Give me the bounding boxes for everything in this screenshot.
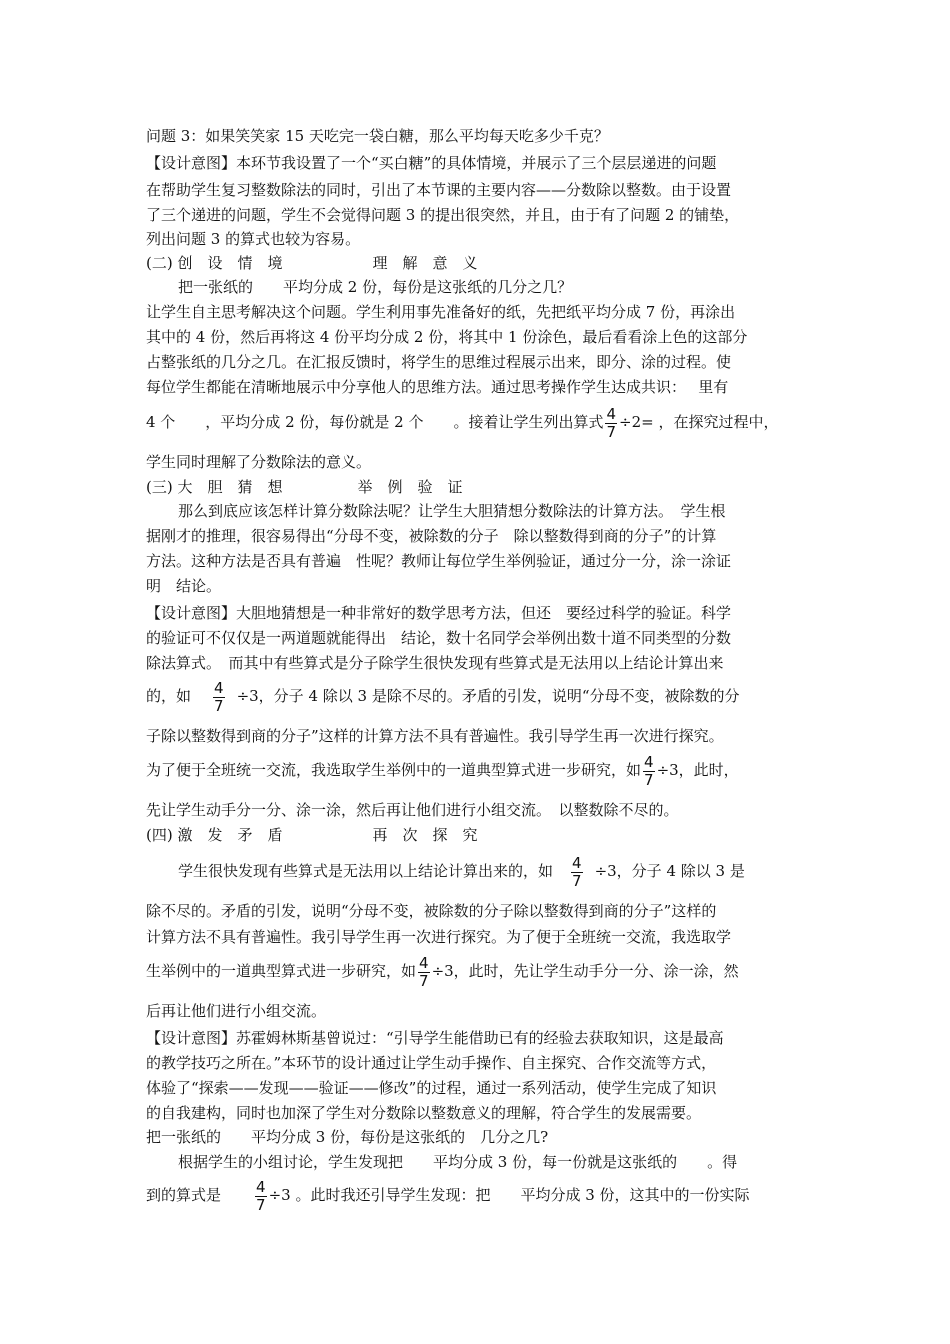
text-segment: ÷3 。此时我还引导学生发现：把 平均分成 3 份，这其中的一份实际: [268, 1186, 750, 1204]
text-line: 把一张纸的 平均分成 2 份，每份是这张纸的几分之几？: [178, 278, 573, 296]
text-line: 问题 3：如果笑笑家 15 天吃完一袋白糖，那么平均每天吃多少千克？: [146, 127, 609, 145]
text-line-with-fraction: [146, 677, 740, 715]
fraction: [605, 406, 617, 441]
fraction-denominator: 7: [606, 422, 617, 441]
fraction: [571, 855, 583, 890]
text-line: 占整张纸的几分之几。在汇报反馈时，将学生的思维过程展示出来，即分、涂的过程。使: [146, 353, 732, 371]
text-segment: 到的算式是: [146, 1186, 222, 1204]
fraction-denominator: 7: [572, 871, 582, 890]
section-heading: (三) 大 胆 猜 想 举 例 验 证: [146, 478, 463, 496]
text-line: 的自我建构，同时也加深了学生对分数除以整数意义的理解，符合学生的发展需要。: [146, 1104, 702, 1122]
text-segment: 的，如: [146, 687, 192, 705]
text-line: 那么到底应该怎样计算分数除法呢？让学生大胆猜想分数除法的计算方法。 学生根: [178, 502, 726, 520]
text-line: 的教学技巧之所在。”本环节的设计通过让学生动手操作、自主探究、合作交流等方式，: [146, 1054, 717, 1072]
text-line: 据刚才的推理，很容易得出“分母不变，被除数的分子 除以整数得到商的分子”的计算: [146, 527, 717, 545]
text-line: 明 结论。: [146, 577, 222, 595]
text-segment: 学生很快发现有些算式是无法用以上结论计算出来的，如: [178, 862, 554, 880]
text-segment: ÷3，此时，先让学生动手分一分、涂一涂，然: [431, 962, 739, 980]
text-line: 子除以整数得到商的分子”这样的计算方法不具有普遍性。我引导学生再一次进行探究。: [146, 727, 724, 745]
fraction-denominator: 7: [256, 1195, 266, 1214]
text-line: 让学生自主思考解决这个问题。学生利用事先准备好的纸，先把纸平均分成 7 份，再涂出: [146, 303, 736, 321]
text-line: 其中的 4 份，然后再将这 4 份平均分成 2 份，将其中 1 份涂色，最后看看涂上色的这部分: [146, 328, 748, 346]
text-line: 除法算式。 而其中有些算式是分子除学生很快发现有些算式是无法用以上结论计算出来: [146, 654, 724, 672]
section-heading: (二) 创 设 情 境 理 解 意 义: [146, 254, 478, 272]
text-line-with-fraction: [146, 403, 778, 441]
text-line: 【设计意图】本环节我设置了一个“买白糖”的具体情境，并展示了三个层层递进的问题: [146, 154, 717, 172]
text-line: 体验了“探索——发现——验证——修改”的过程，通过一系列活动，使学生完成了知识: [146, 1079, 717, 1097]
fraction: [213, 680, 225, 715]
fraction-numerator: 4: [256, 1177, 266, 1196]
text-segment: ÷2= ，在探究过程中，: [619, 413, 779, 431]
fraction-numerator: 4: [606, 404, 617, 423]
fraction-numerator: 4: [572, 853, 582, 872]
text-segment: 为了便于全班统一交流，我选取学生举例中的一道典型算式进一步研究，如: [146, 761, 642, 779]
text-line: 的验证可不仅仅是一两道题就能得出 结论，数十名同学会举例出数十道不同类型的分数: [146, 629, 732, 647]
fraction: [255, 1179, 267, 1214]
section-heading: (四) 激 发 矛 盾 再 次 探 究: [146, 826, 478, 844]
text-segment: 4 个 ，平均分成 2 份，每份就是 2 个 。接着让学生列出算式: [146, 413, 604, 431]
fraction-denominator: 7: [419, 971, 429, 990]
fraction: [643, 754, 655, 789]
text-segment: ÷3，分子 4 除以 3 是除不尽的。矛盾的引发，说明“分母不变，被除数的分: [236, 687, 740, 705]
text-line: 列出问题 3 的算式也较为容易。: [146, 230, 361, 248]
text-line: 学生同时理解了分数除法的意义。: [146, 453, 372, 471]
text-line: 【设计意图】苏霍姆林斯基曾说过：“引导学生能借助已有的经验去获取知识，这是最高: [146, 1029, 724, 1047]
text-line: 方法。这种方法是否具有普遍 性呢？教师让每位学生举例验证，通过分一分，涂一涂证: [146, 552, 732, 570]
text-line-with-fraction: [146, 952, 739, 990]
text-line-with-fraction: [146, 751, 739, 789]
text-line-with-fraction: [178, 852, 745, 890]
text-line: 【设计意图】大胆地猜想是一种非常好的数学思考方法，但还 要经过科学的验证。科学: [146, 604, 732, 622]
text-line: 后再让他们进行小组交流。: [146, 1002, 327, 1020]
fraction-denominator: 7: [644, 770, 654, 789]
text-segment: ÷3，分子 4 除以 3 是: [594, 862, 745, 880]
text-line-with-fraction: [146, 1176, 750, 1214]
fraction: [418, 955, 430, 990]
fraction-denominator: 7: [214, 696, 224, 715]
text-line: 根据学生的小组讨论，学生发现把 平均分成 3 份，每一份就是这张纸的 。得: [178, 1153, 738, 1171]
text-segment: 生举例中的一道典型算式进一步研究，如: [146, 962, 417, 980]
text-line: 把一张纸的 平均分成 3 份，每份是这张纸的 几分之几?: [146, 1128, 549, 1146]
text-line: 先让学生动手分一分、涂一涂，然后再让他们进行小组交流。 以整数除不尽的。: [146, 801, 679, 819]
fraction-numerator: 4: [644, 752, 654, 771]
text-segment: ÷3，此时，: [656, 761, 739, 779]
fraction-numerator: 4: [214, 678, 224, 697]
fraction-numerator: 4: [419, 953, 429, 972]
text-line: 计算方法不具有普遍性。我引导学生再一次进行探究。为了便于全班统一交流，我选取学: [146, 928, 732, 946]
text-line: 每位学生都能在清晰地展示中分享他人的思维方法。通过思考操作学生达成共识： 里有: [146, 378, 729, 396]
text-line: 除不尽的。矛盾的引发，说明“分母不变，被除数的分子除以整数得到商的分子”这样的: [146, 902, 717, 920]
text-line: 在帮助学生复习整数除法的同时，引出了本节课的主要内容——分数除以整数。由于设置: [146, 181, 732, 199]
text-line: 了三个递进的问题，学生不会觉得问题 3 的提出很突然，并且，由于有了问题 2 的铺垫，: [146, 206, 740, 224]
